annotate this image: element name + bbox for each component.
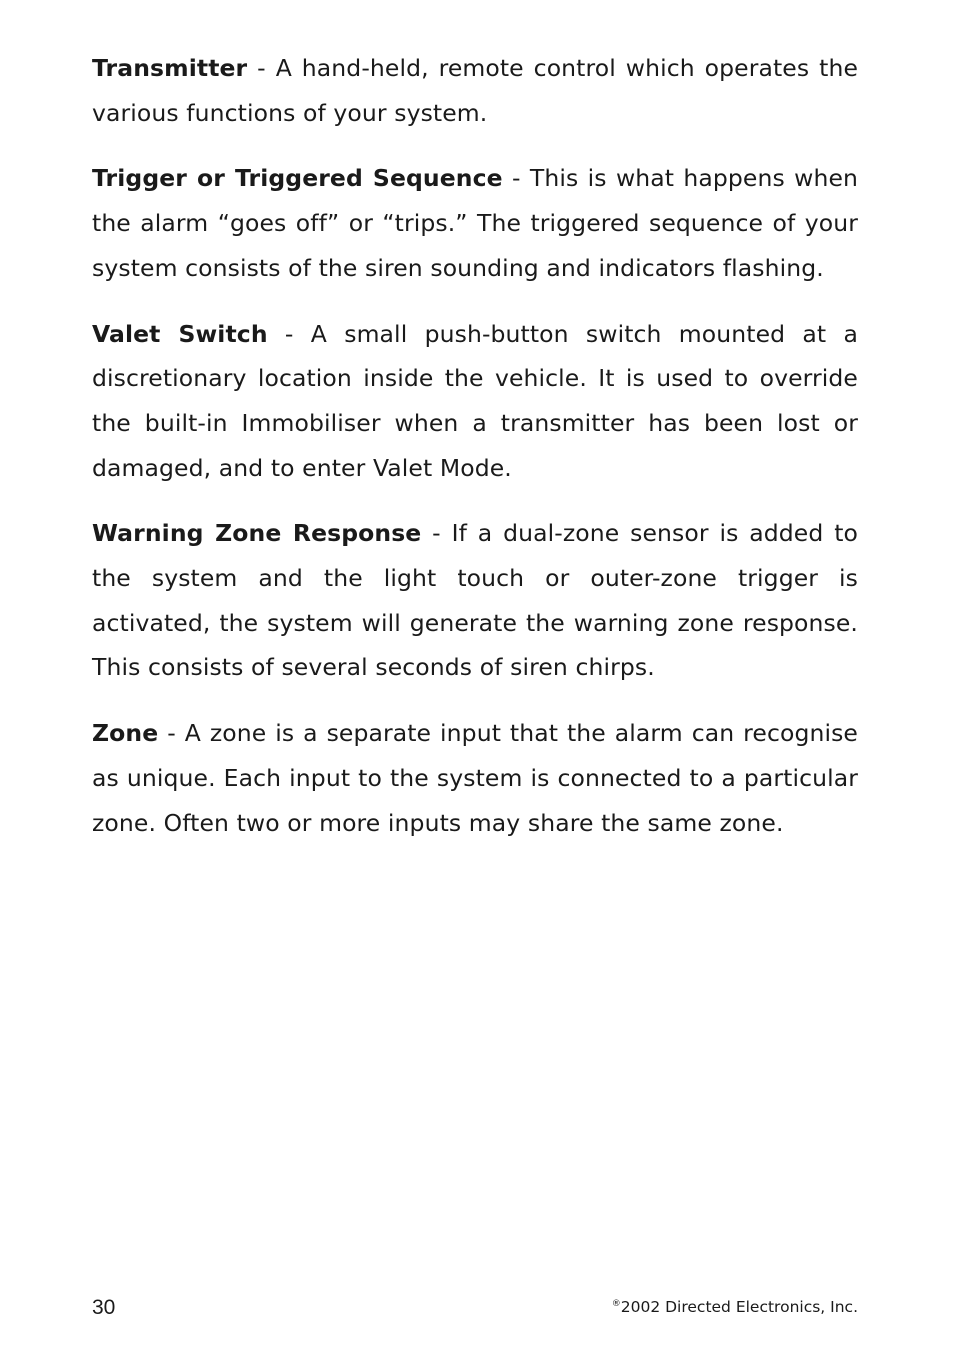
glossary-definition: - A zone is a separate input that the alarm can recognise as unique. Each input to the system is connected to a particular zone. Often two or more inputs may share the same zone. [92, 719, 858, 837]
glossary-definition: - This is what happens when the alarm “goes off” or “trips.” The triggered sequence of your system consists of the siren sounding and indicators flashing. [92, 164, 859, 282]
copyright-text: 2002 Directed Electronics, Inc. [620, 1298, 858, 1316]
glossary-entry-transmitter [92, 46, 858, 135]
glossary-term: Valet Switch [92, 319, 268, 348]
glossary-term: Warning Zone Response [92, 519, 422, 548]
glossary-term: Zone [92, 719, 159, 748]
glossary-definition: - If a dual-zone sensor is added to the system and the light touch or outer-zone trigger is activated, the system will generate the warning zone response. This consists of several seconds of siren chirps. [92, 519, 858, 682]
glossary-body [92, 46, 858, 866]
glossary-definition: - A small push-button switch mounted at a discretionary location inside the vehicle. It is used to override the built-in Immobiliser when a transmitter has been lost or damaged, and to enter Valet Mode. [92, 319, 858, 482]
glossary-entry-zone [92, 711, 858, 845]
registered-mark: ® [611, 1299, 621, 1309]
glossary-entry-warning-zone-response [92, 511, 858, 690]
copyright-notice [612, 1298, 858, 1316]
glossary-term: Transmitter [92, 54, 248, 82]
glossary-entry-valet-switch [92, 312, 858, 491]
page-number: 30 [92, 1296, 116, 1319]
glossary-entry-trigger [92, 156, 858, 290]
glossary-term: Trigger or Triggered Sequence [92, 164, 503, 193]
glossary-definition: - A hand-held, remote control which operates the various functions of your system. [92, 54, 858, 127]
